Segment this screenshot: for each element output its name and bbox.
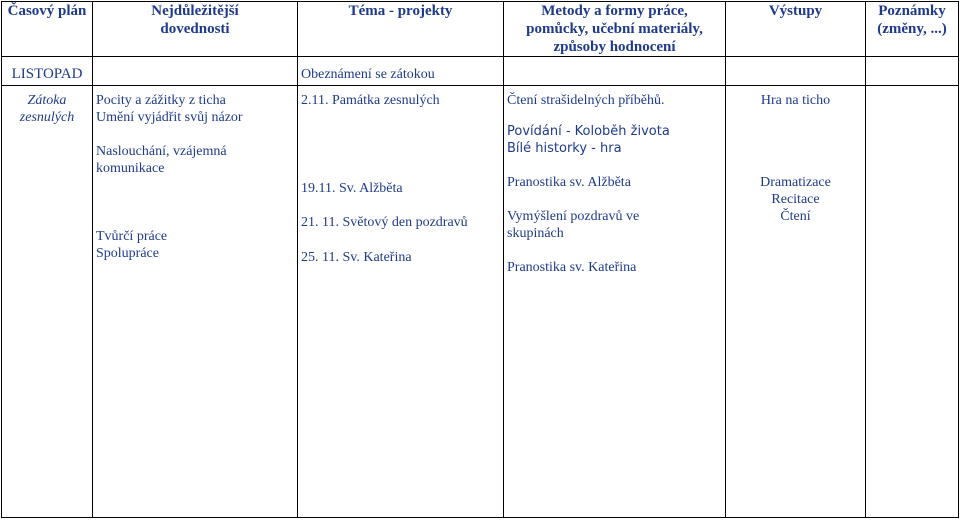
header-notes-line2: (změny, ...) <box>877 21 947 37</box>
header-methods-line2: pomůcky, učební materiály, <box>526 21 703 37</box>
output-item: Hra na ticho <box>760 93 831 108</box>
time-plan-line2: zesnulých <box>19 110 75 125</box>
skill-item: Pocity a zážitky z ticha <box>96 93 226 108</box>
method-item: skupinách <box>507 226 564 241</box>
header-outputs <box>726 2 866 57</box>
header-methods <box>504 2 726 57</box>
outputs-content <box>726 86 865 225</box>
month-cell <box>2 57 93 86</box>
topic-item: 2.11. Památka zesnulých <box>301 93 440 108</box>
header-key-skills-line1: Nejdůležitější <box>151 3 239 19</box>
month-topic-label: Obeznámení se zátokou <box>301 67 435 82</box>
topics-cell <box>298 86 504 518</box>
skill-item: Spolupráce <box>96 246 159 261</box>
header-methods-line3: způsoby hodnocení <box>553 39 676 55</box>
method-item: Bílé historky - hra <box>507 141 622 156</box>
header-time-plan-label: Časový plán <box>7 3 87 19</box>
method-item: Čtení strašidelných příběhů. <box>507 93 665 108</box>
lesson-plan-table <box>1 1 959 518</box>
output-item: Čtení <box>780 209 811 224</box>
month-row-topic-cell <box>298 57 504 86</box>
outputs-cell <box>726 86 866 518</box>
header-topic-projects <box>298 2 504 57</box>
skills-content <box>93 86 297 262</box>
methods-cell <box>504 86 726 518</box>
methods-content <box>504 86 725 276</box>
month-row-methods-cell <box>504 57 726 86</box>
header-key-skills-line2: dovednosti <box>160 21 230 37</box>
header-notes <box>866 2 959 57</box>
header-key-skills <box>93 2 298 57</box>
topic-item: 19.11. Sv. Alžběta <box>301 181 403 196</box>
skill-item: Umění vyjádřit svůj názor <box>96 110 243 125</box>
skill-item: komunikace <box>96 161 165 176</box>
header-methods-line1: Metody a formy práce, <box>541 3 688 19</box>
header-topic-projects-label: Téma - projekty <box>348 3 453 19</box>
time-plan-cell <box>2 86 93 518</box>
month-label: LISTOPAD <box>11 66 83 82</box>
month-row-outputs-cell <box>726 57 866 86</box>
topics-content <box>298 86 503 266</box>
content-row <box>2 86 959 518</box>
time-plan-line1: Zátoka <box>27 93 67 108</box>
method-item: Pranostika sv. Alžběta <box>507 175 631 190</box>
skill-item: Naslouchání, vzájemná <box>96 144 227 159</box>
header-notes-line1: Poznámky <box>878 3 946 19</box>
notes-cell <box>866 86 959 518</box>
notes-content <box>866 86 958 92</box>
method-item: Pranostika sv. Kateřina <box>507 260 637 275</box>
output-item: Recitace <box>771 192 820 207</box>
header-row <box>2 2 959 57</box>
skills-cell <box>93 86 298 518</box>
output-item: Dramatizace <box>760 175 831 190</box>
method-item: Povídání - Koloběh života <box>507 124 670 139</box>
month-row <box>2 57 959 86</box>
method-item: Vymýšlení pozdravů ve <box>507 209 640 224</box>
time-plan-content <box>2 86 92 126</box>
topic-item: 21. 11. Světový den pozdravů <box>301 215 468 230</box>
topic-item: 25. 11. Sv. Kateřina <box>301 250 412 265</box>
header-time-plan <box>2 2 93 57</box>
month-row-skills-cell <box>93 57 298 86</box>
header-outputs-label: Výstupy <box>768 3 823 19</box>
skill-item: Tvůrčí práce <box>96 229 168 244</box>
month-row-notes-cell <box>866 57 959 86</box>
